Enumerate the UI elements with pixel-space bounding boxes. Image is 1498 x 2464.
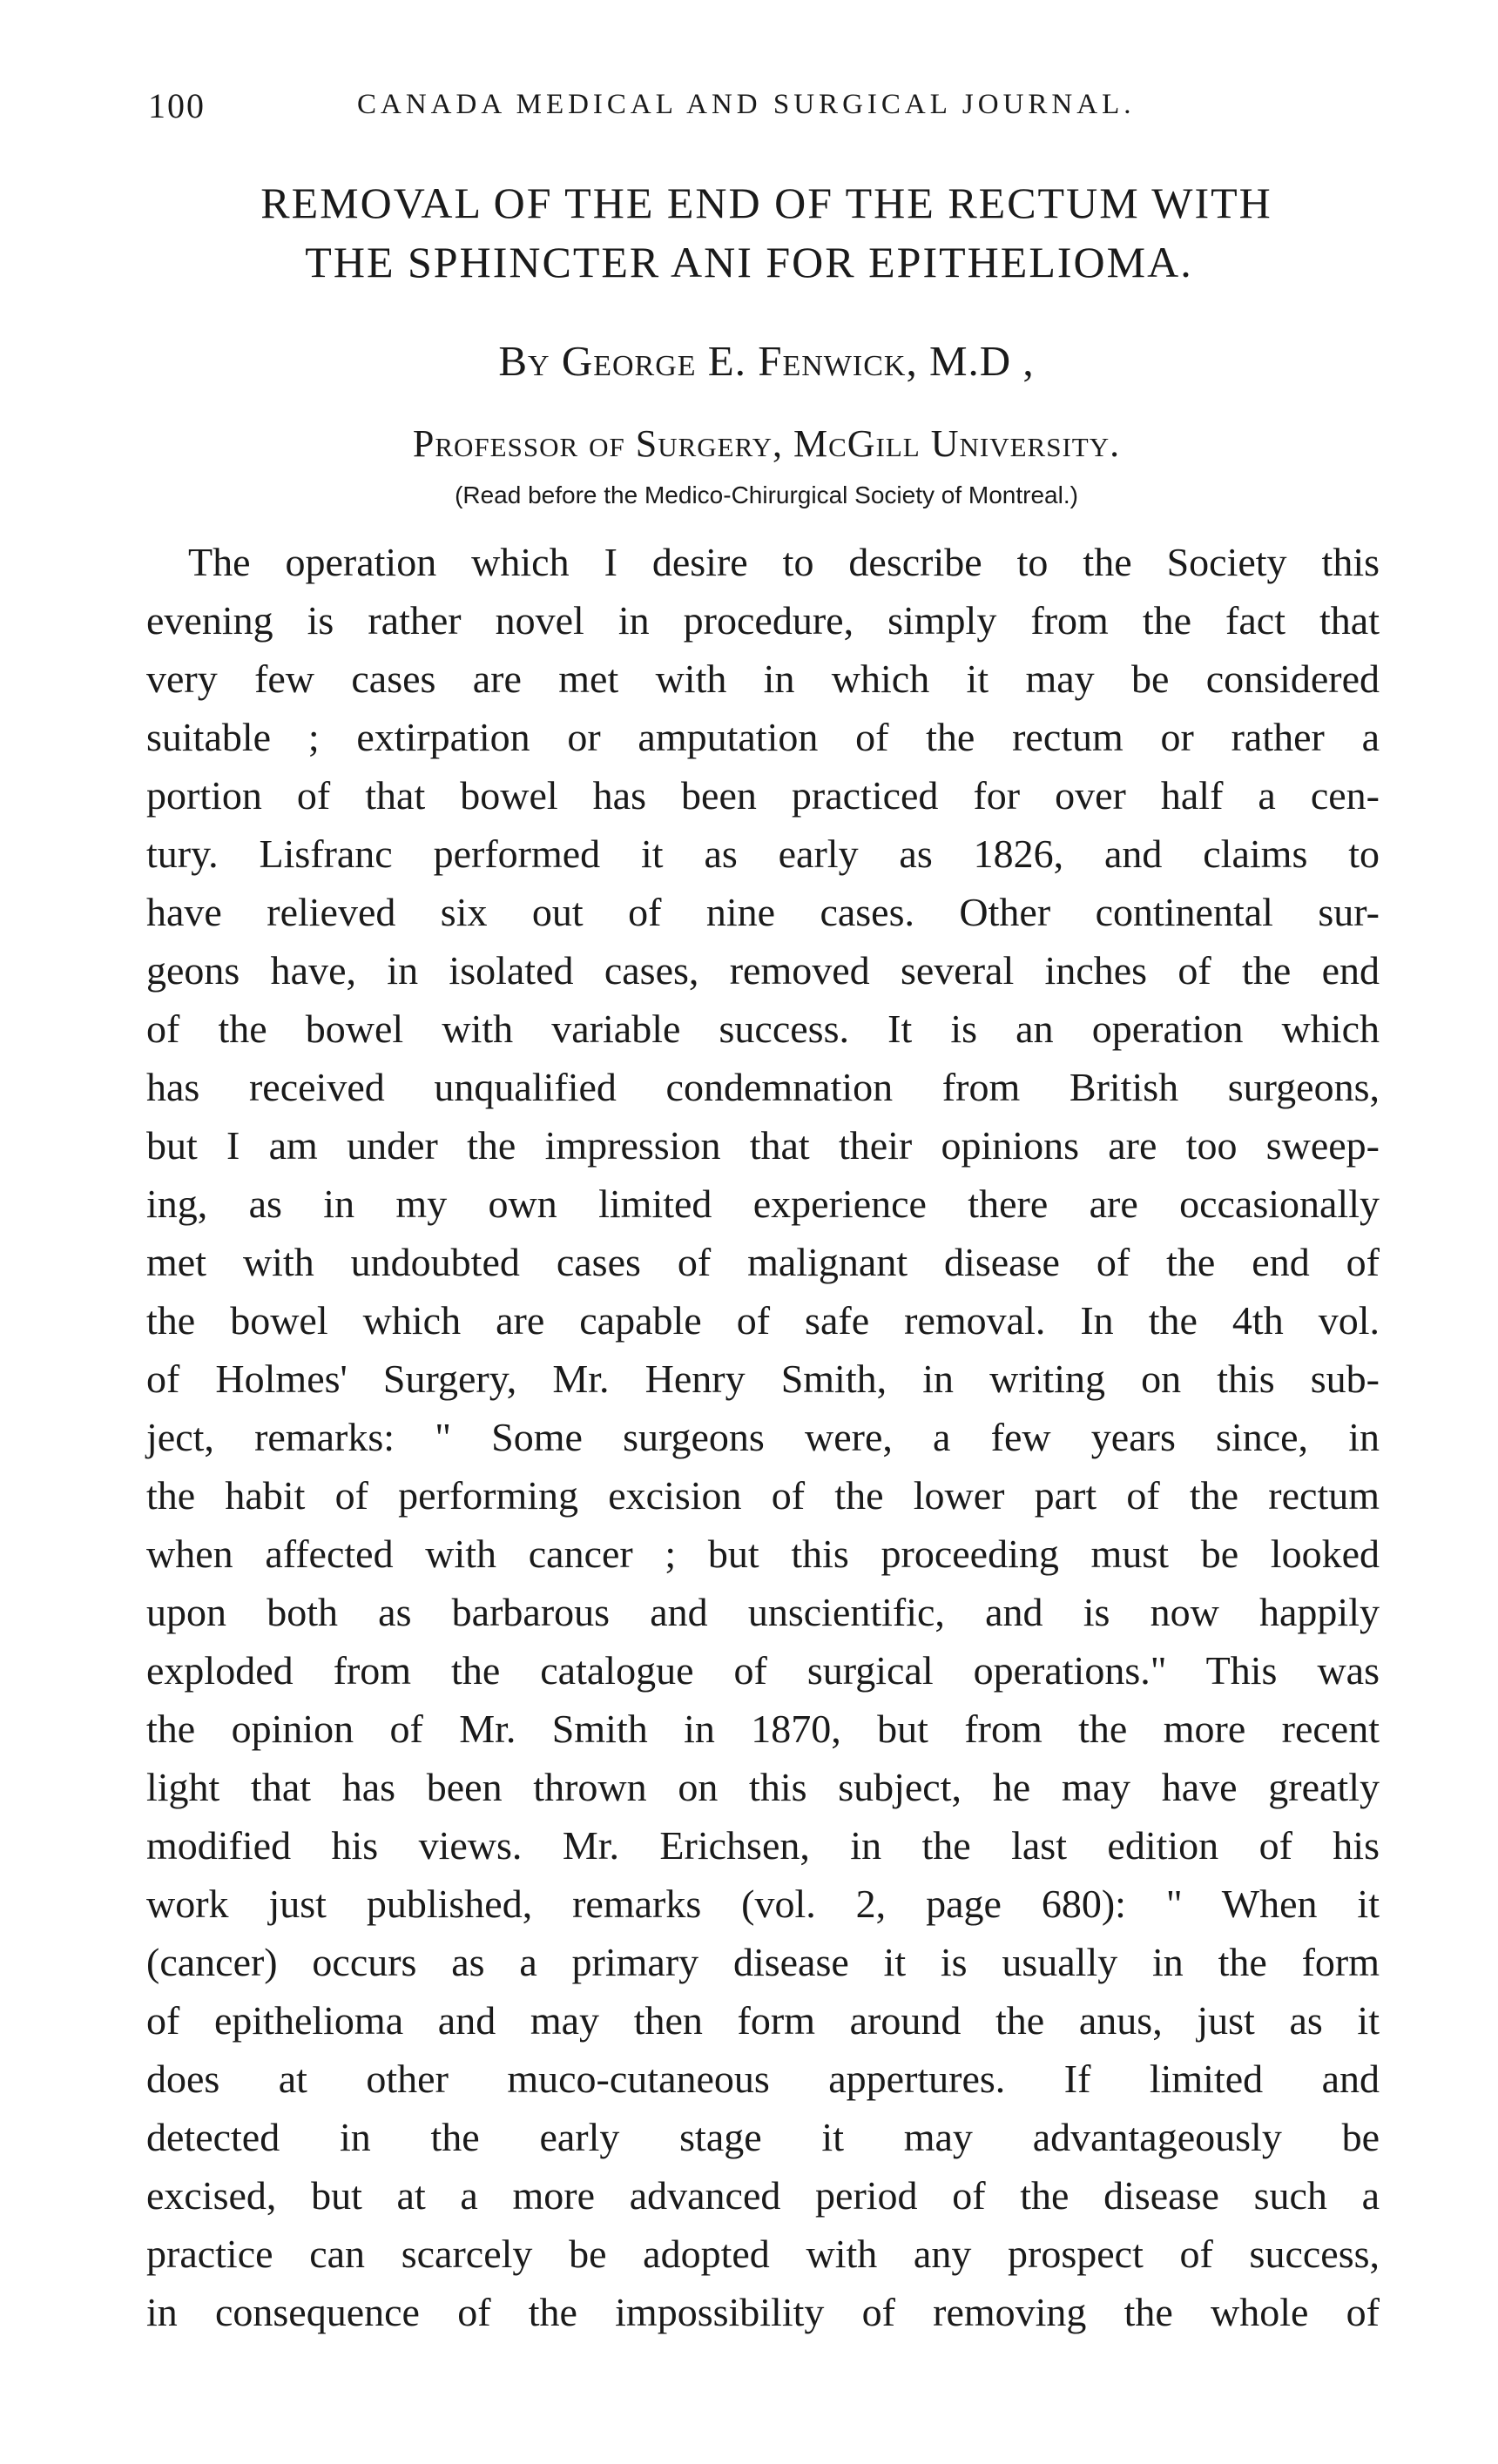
article-title-line-2: THE SPHINCTER ANI FOR EPITHELIOMA. bbox=[305, 238, 1193, 286]
body-line: modified his views. Mr. Erichsen, in the last edition of his bbox=[146, 1823, 1380, 1868]
body-line: detected in the early stage it may advantageously be bbox=[146, 2115, 1380, 2159]
body-line: when affected with cancer ; but this proceeding must be looked bbox=[146, 1532, 1380, 1576]
article-body bbox=[146, 533, 1380, 2341]
read-before-note: (Read before the Medico-Chirurgical Society of Montreal.) bbox=[455, 481, 1078, 508]
body-line: of epithelioma and may then form around the anus, just as it bbox=[146, 1998, 1380, 2043]
page-number: 100 bbox=[148, 86, 206, 125]
running-head bbox=[148, 85, 1193, 138]
body-line: evening is rather novel in procedure, simply from the fact that bbox=[146, 598, 1380, 643]
body-line: upon both as barbarous and unscientific, and is now happily bbox=[146, 1590, 1380, 1634]
body-line: suitable ; extirpation or amputation of the rectum or rather a bbox=[146, 715, 1380, 759]
body-line: ject, remarks: " Some surgeons were, a few years since, in bbox=[146, 1415, 1380, 1459]
body-line: light that has been thrown on this subject, he may have greatly bbox=[146, 1765, 1380, 1809]
author-affiliation: Professor of Surgery, McGill University. bbox=[412, 422, 1121, 465]
body-line: practice can scarcely be adopted with any prospect of success, bbox=[146, 2232, 1380, 2276]
body-line: of Holmes' Surgery, Mr. Henry Smith, in writing on this sub- bbox=[146, 1357, 1380, 1401]
body-line: the opinion of Mr. Smith in 1870, but from the more recent bbox=[146, 1707, 1380, 1751]
body-line: work just published, remarks (vol. 2, page 680): " When it bbox=[146, 1882, 1380, 1926]
journal-title: CANADA MEDICAL AND SURGICAL JOURNAL. bbox=[357, 89, 1136, 120]
body-line: of the bowel with variable success. It is an operation which bbox=[146, 1006, 1380, 1051]
body-line: excised, but at a more advanced period of the disease such a bbox=[146, 2173, 1380, 2218]
body-line: but I am under the impression that their opinions are too sweep- bbox=[146, 1123, 1380, 1168]
body-line: met with undoubted cases of malignant disease of the end of bbox=[146, 1240, 1380, 1284]
body-line: has received unqualified condemnation from British surgeons, bbox=[146, 1065, 1380, 1109]
body-line: the bowel which are capable of safe removal. In the 4th vol. bbox=[146, 1298, 1380, 1343]
body-line: in consequence of the impossibility of removing the whole of bbox=[146, 2290, 1380, 2334]
body-line: The operation which I desire to describe to the Society this bbox=[188, 540, 1380, 584]
body-line: (cancer) occurs as a primary disease it is usually in the form bbox=[146, 1940, 1380, 1984]
body-line: have relieved six out of nine cases. Other continental sur- bbox=[146, 890, 1380, 934]
body-line: exploded from the catalogue of surgical operations." This was bbox=[146, 1648, 1380, 1693]
body-line: tury. Lisfranc performed it as early as 1826, and claims to bbox=[146, 831, 1380, 876]
body-line: very few cases are met with in which it may be considered bbox=[146, 656, 1380, 701]
body-line: portion of that bowel has been practiced for over half a cen- bbox=[146, 773, 1380, 818]
body-line: does at other muco-cutaneous appertures. If limited and bbox=[146, 2057, 1380, 2101]
author-byline: By George E. Fenwick, M.D , bbox=[498, 337, 1035, 385]
body-line: geons have, in isolated cases, removed several inches of the end bbox=[146, 948, 1380, 993]
article-title-line-1: REMOVAL OF THE END OF THE RECTUM WITH bbox=[260, 178, 1272, 227]
body-line: the habit of performing excision of the lower part of the rectum bbox=[146, 1473, 1380, 1518]
body-line: ing, as in my own limited experience there are occasionally bbox=[146, 1182, 1380, 1226]
